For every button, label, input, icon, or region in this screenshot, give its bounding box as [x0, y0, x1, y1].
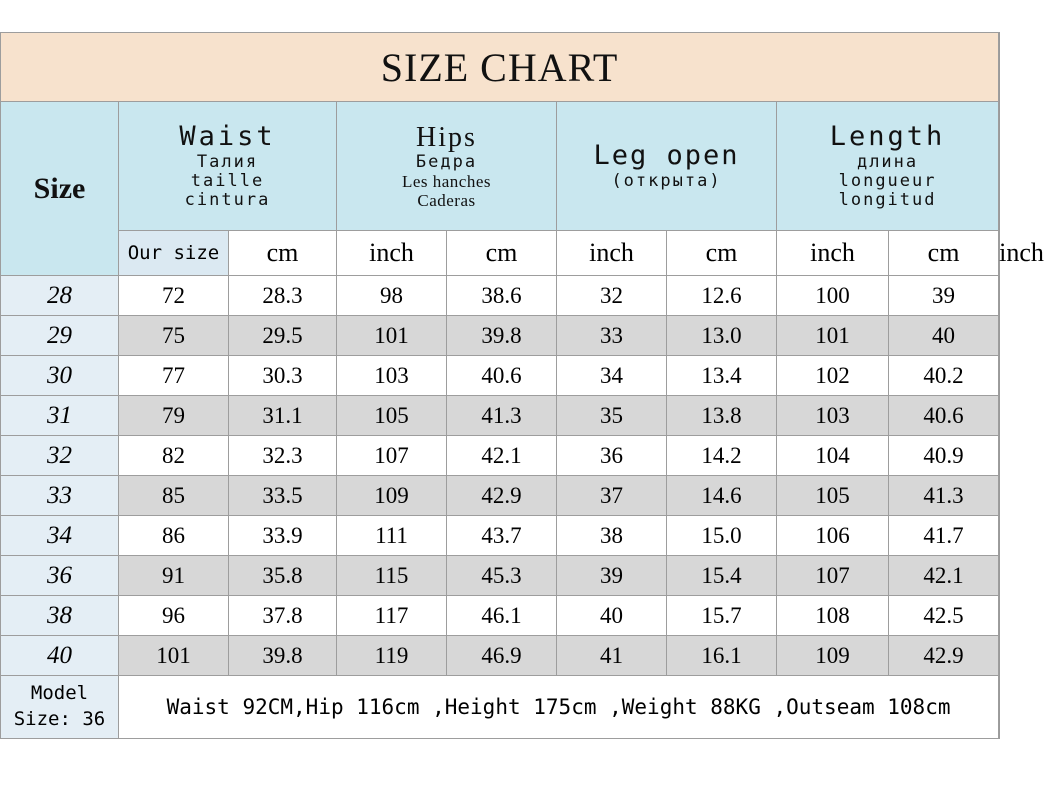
cell-waist-cm: 72 — [119, 276, 229, 316]
model-row — [1, 676, 1000, 739]
cell-hips-cm: 107 — [337, 436, 447, 476]
size-chart-table — [0, 32, 1044, 739]
cell-hips-cm: 119 — [337, 636, 447, 676]
header-length-main: Length — [829, 121, 946, 153]
cell-length-cm: 105 — [777, 476, 889, 516]
cell-leg-open-cm: 40 — [557, 596, 667, 636]
header-leg-open-ru: (открыта) — [611, 170, 722, 191]
unit-leg-open-inch: inch — [777, 231, 889, 276]
cell-size: 38 — [1, 596, 119, 636]
cell-waist-cm: 75 — [119, 316, 229, 356]
cell-length-cm: 109 — [777, 636, 889, 676]
cell-waist-inch: 31.1 — [229, 396, 337, 436]
cell-waist-cm: 101 — [119, 636, 229, 676]
cell-size: 40 — [1, 636, 119, 676]
unit-hips-cm: cm — [447, 231, 557, 276]
cell-length-inch: 40 — [889, 316, 999, 356]
table-row — [1, 436, 1000, 476]
cell-leg-open-cm: 35 — [557, 396, 667, 436]
header-length-ru: длина — [856, 151, 919, 172]
unit-length-cm: cm — [889, 231, 999, 276]
table-row — [1, 476, 1000, 516]
cell-hips-inch: 42.9 — [447, 476, 557, 516]
header-waist-main: Waist — [179, 121, 276, 153]
unit-waist-cm: cm — [229, 231, 337, 276]
cell-hips-cm: 105 — [337, 396, 447, 436]
cell-size: 28 — [1, 276, 119, 316]
header-waist — [119, 102, 337, 231]
cell-hips-inch: 39.8 — [447, 316, 557, 356]
cell-size: 36 — [1, 556, 119, 596]
model-details: Waist 92CM,Hip 116cm ,Height 175cm ,Weight 88KG ,Outseam 108cm — [119, 676, 999, 739]
cell-hips-inch: 46.1 — [447, 596, 557, 636]
cell-size: 33 — [1, 476, 119, 516]
cell-hips-cm: 101 — [337, 316, 447, 356]
cell-hips-inch: 38.6 — [447, 276, 557, 316]
unit-waist-inch: inch — [337, 231, 447, 276]
header-hips-ru: Бедра — [415, 152, 478, 173]
table-row — [1, 356, 1000, 396]
cell-waist-inch: 35.8 — [229, 556, 337, 596]
table-row — [1, 516, 1000, 556]
cell-waist-cm: 96 — [119, 596, 229, 636]
cell-length-inch: 42.5 — [889, 596, 999, 636]
cell-length-inch: 41.7 — [889, 516, 999, 556]
unit-hips-inch: inch — [557, 231, 667, 276]
cell-leg-open-cm: 41 — [557, 636, 667, 676]
cell-leg-open-inch: 15.7 — [667, 596, 777, 636]
cell-length-inch: 40.6 — [889, 396, 999, 436]
cell-leg-open-cm: 38 — [557, 516, 667, 556]
cell-hips-cm: 111 — [337, 516, 447, 556]
cell-hips-inch: 41.3 — [447, 396, 557, 436]
cell-leg-open-cm: 33 — [557, 316, 667, 356]
header-length-fr: longueur — [838, 170, 937, 191]
model-size-label — [1, 676, 119, 739]
header-size-label: Size — [33, 171, 86, 205]
cell-waist-inch: 32.3 — [229, 436, 337, 476]
unit-leg-open-cm: cm — [667, 231, 777, 276]
cell-waist-inch: 33.5 — [229, 476, 337, 516]
cell-length-cm: 108 — [777, 596, 889, 636]
header-our-size: Our size — [119, 231, 229, 276]
cell-waist-cm: 91 — [119, 556, 229, 596]
title-row — [1, 33, 1000, 102]
cell-size: 32 — [1, 436, 119, 476]
cell-length-cm: 101 — [777, 316, 889, 356]
header-length-es: longitud — [838, 189, 937, 210]
header-leg-open-main: Leg open — [593, 140, 740, 172]
cell-leg-open-cm: 32 — [557, 276, 667, 316]
cell-hips-cm: 117 — [337, 596, 447, 636]
cell-leg-open-inch: 15.4 — [667, 556, 777, 596]
cell-hips-cm: 115 — [337, 556, 447, 596]
cell-length-inch: 39 — [889, 276, 999, 316]
cell-length-inch: 42.1 — [889, 556, 999, 596]
cell-length-cm: 102 — [777, 356, 889, 396]
cell-leg-open-cm: 34 — [557, 356, 667, 396]
cell-leg-open-inch: 14.6 — [667, 476, 777, 516]
table-row — [1, 636, 1000, 676]
cell-leg-open-inch: 15.0 — [667, 516, 777, 556]
model-label-line1: Model — [30, 682, 89, 705]
table-row — [1, 396, 1000, 436]
header-waist-es: cintura — [184, 189, 271, 210]
header-hips-fr: Les hanches — [401, 172, 492, 192]
cell-hips-inch: 46.9 — [447, 636, 557, 676]
cell-length-cm: 107 — [777, 556, 889, 596]
cell-waist-inch: 39.8 — [229, 636, 337, 676]
unit-length-inch: inch — [999, 238, 1044, 267]
cell-length-cm: 106 — [777, 516, 889, 556]
cell-waist-inch: 30.3 — [229, 356, 337, 396]
cell-hips-cm: 109 — [337, 476, 447, 516]
cell-hips-inch: 45.3 — [447, 556, 557, 596]
cell-length-inch: 42.9 — [889, 636, 999, 676]
header-length — [777, 102, 999, 231]
cell-length-inch: 40.9 — [889, 436, 999, 476]
header-size — [1, 102, 119, 276]
header-waist-ru: Талия — [196, 151, 259, 172]
cell-leg-open-inch: 13.4 — [667, 356, 777, 396]
cell-hips-inch: 43.7 — [447, 516, 557, 556]
cell-waist-inch: 29.5 — [229, 316, 337, 356]
cell-waist-cm: 82 — [119, 436, 229, 476]
model-label-line2: Size: 36 — [13, 708, 106, 730]
cell-hips-inch: 40.6 — [447, 356, 557, 396]
cell-waist-cm: 85 — [119, 476, 229, 516]
header-hips-main: Hips — [416, 121, 477, 153]
cell-waist-inch: 28.3 — [229, 276, 337, 316]
cell-size: 30 — [1, 356, 119, 396]
cell-leg-open-inch: 12.6 — [667, 276, 777, 316]
header-hips-es: Caderas — [417, 191, 476, 211]
header-hips — [337, 102, 557, 231]
cell-hips-inch: 42.1 — [447, 436, 557, 476]
table-row — [1, 276, 1000, 316]
cell-length-inch: 40.2 — [889, 356, 999, 396]
cell-hips-cm: 103 — [337, 356, 447, 396]
cell-hips-cm: 98 — [337, 276, 447, 316]
cell-waist-cm: 86 — [119, 516, 229, 556]
cell-leg-open-inch: 16.1 — [667, 636, 777, 676]
cell-length-inch: 41.3 — [889, 476, 999, 516]
table-row — [1, 556, 1000, 596]
table-row — [1, 596, 1000, 636]
cell-leg-open-cm: 39 — [557, 556, 667, 596]
header-leg-open — [557, 102, 777, 231]
cell-size: 29 — [1, 316, 119, 356]
table-row — [1, 316, 1000, 356]
cell-leg-open-inch: 14.2 — [667, 436, 777, 476]
cell-waist-cm: 79 — [119, 396, 229, 436]
cell-waist-inch: 37.8 — [229, 596, 337, 636]
cell-leg-open-inch: 13.8 — [667, 396, 777, 436]
cell-leg-open-cm: 37 — [557, 476, 667, 516]
page-title: SIZE CHART — [1, 33, 999, 102]
cell-length-cm: 104 — [777, 436, 889, 476]
header-waist-fr: taille — [190, 170, 265, 191]
cell-leg-open-cm: 36 — [557, 436, 667, 476]
cell-length-cm: 103 — [777, 396, 889, 436]
cell-size: 34 — [1, 516, 119, 556]
cell-leg-open-inch: 13.0 — [667, 316, 777, 356]
cell-waist-cm: 77 — [119, 356, 229, 396]
cell-waist-inch: 33.9 — [229, 516, 337, 556]
cell-length-cm: 100 — [777, 276, 889, 316]
header-group-row — [1, 102, 1000, 231]
unit-row — [1, 231, 1000, 276]
cell-size: 31 — [1, 396, 119, 436]
